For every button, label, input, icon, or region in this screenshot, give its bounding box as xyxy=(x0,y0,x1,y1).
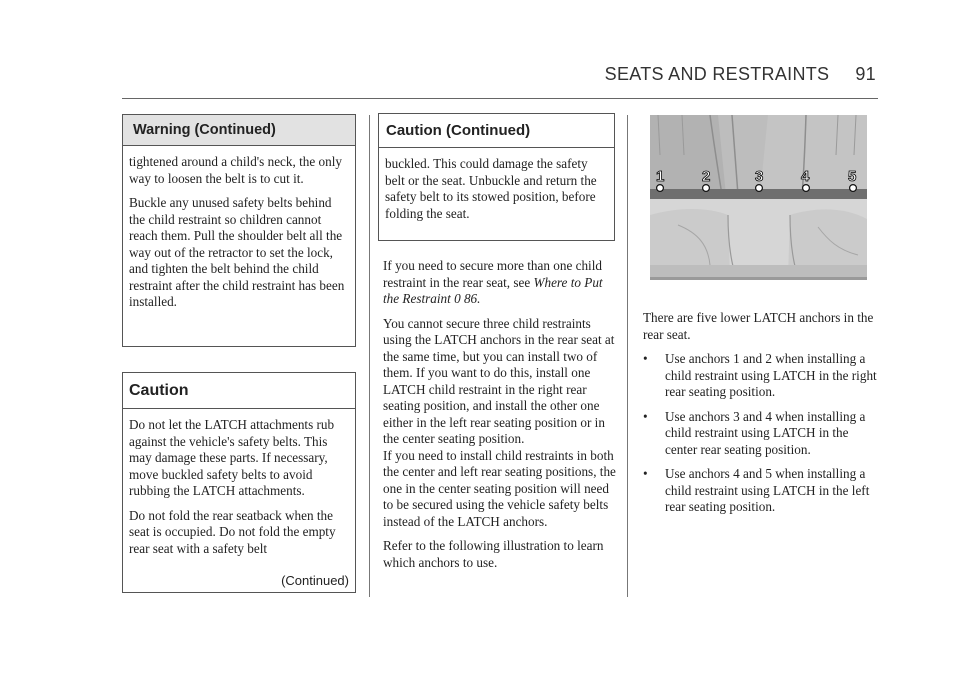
paragraph-latch-limit: You cannot secure three child restraints using the LATCH anchors in the rear seat at the same time, but you can install two of them. If you want to do this, install one LATCH child restraint in the right rear seating position, and install the other one either in the left rear seating position or in the center seating position. xyxy=(383,315,615,446)
column-divider-left xyxy=(369,115,370,597)
anchor-label-4: 4 xyxy=(801,168,810,185)
warning-box xyxy=(122,114,356,347)
cross-reference-link[interactable]: Where to Put the Restraint xyxy=(383,274,603,306)
caution-box-title: Caution xyxy=(123,373,355,409)
page-number: 91 xyxy=(855,64,876,84)
caution-paragraph: Do not fold the rear seatback when the seat is occupied. Do not fold the empty rear seat with a safety belt xyxy=(129,507,336,556)
page-ref-number: 86. xyxy=(463,291,481,306)
paragraph-refer-illustration: Refer to the following illustration to learn which anchors to use. xyxy=(383,538,604,570)
caution-box xyxy=(122,372,356,593)
right-column xyxy=(643,310,883,524)
header-rule xyxy=(122,98,878,99)
caution-box-body xyxy=(123,409,355,557)
anchor-label-1: 1 xyxy=(656,168,665,185)
anchors-intro: There are five lower LATCH anchors in the rear seat. xyxy=(643,310,874,342)
anchor-label-5: 5 xyxy=(848,168,857,185)
page-header xyxy=(0,64,876,85)
page-ref-icon: 0 xyxy=(454,291,461,306)
anchor-label-3: 3 xyxy=(755,168,764,185)
list-item xyxy=(643,351,883,401)
warning-box-body xyxy=(123,146,355,311)
paragraph-center-left: If you need to install child restraints in both the center and left rear seating positions, the one in the center seating position will need to be secured using the vehicle safety belts instead of the LATCH anchors. xyxy=(383,447,616,529)
rear-seat-photo xyxy=(648,115,867,293)
warning-box-title: Warning (Continued) xyxy=(123,115,355,146)
paragraph-text: If you need to secure more than one child restraint in the rear seat, see xyxy=(383,258,602,290)
bullet-icon: • xyxy=(643,466,648,481)
caution-paragraph: Do not let the LATCH attachments rub against the vehicle's safety belts. This may damage these parts. If necessary, move buckled safety belts to avoid rubbing the LATCH attachments. xyxy=(129,417,335,498)
caution-continued-body xyxy=(379,148,614,222)
bullet-text: Use anchors 1 and 2 when installing a child restraint using LATCH in the right rear seating position. xyxy=(665,351,877,399)
paragraph-see-reference xyxy=(383,258,621,308)
warning-paragraph: Buckle any unused safety belts behind the child restraint so children cannot reach them. Pull the shoulder belt all the way out of the retractor to set the lock, and tighten the belt behind the child restraint after the child restraint has been installed. xyxy=(129,195,345,309)
list-item xyxy=(643,409,883,459)
caution-continued-paragraph: buckled. This could damage the safety belt or the seat. Unbuckle and return the safety belt to its stowed position, before folding the seat. xyxy=(385,156,597,221)
warning-paragraph: tightened around a child's neck, the only way to loosen the belt is to cut it. xyxy=(129,154,342,186)
list-item xyxy=(643,466,883,516)
middle-column xyxy=(383,258,621,579)
caution-continued-box xyxy=(378,113,615,241)
bullet-icon: • xyxy=(643,408,648,424)
continued-label: (Continued) xyxy=(281,573,349,588)
bullet-text: Use anchors 3 and 4 when installing a child restraint using LATCH in the center rear seating position. xyxy=(665,408,866,457)
section-title: SEATS AND RESTRAINTS xyxy=(604,64,830,84)
bullet-icon: • xyxy=(643,351,648,366)
latch-anchor-illustration xyxy=(648,115,867,293)
anchor-label-2: 2 xyxy=(702,168,711,185)
bullet-text: Use anchors 4 and 5 when installing a child restraint using LATCH in the left rear seating position. xyxy=(665,466,870,514)
caution-continued-title: Caution (Continued) xyxy=(379,114,614,148)
column-divider-right xyxy=(627,115,628,597)
